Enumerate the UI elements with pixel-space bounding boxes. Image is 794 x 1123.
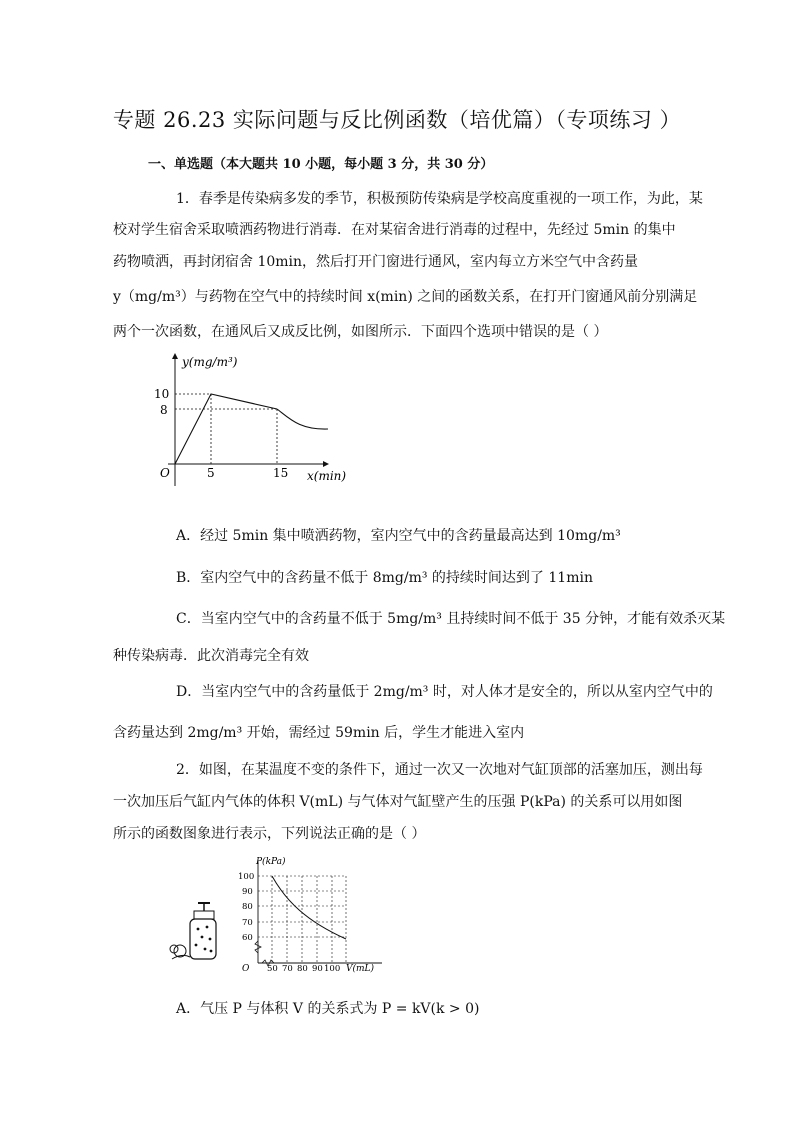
- q1-ytick-10: 10: [154, 387, 170, 401]
- q2-ytick-100: 100: [238, 872, 255, 882]
- q1-linear-segments: [175, 394, 277, 464]
- q1-x-label: x(min): [307, 469, 347, 483]
- q1-option-c-line-1: C．当室内空气中的含药量不低于 5mg/m³ 且持续时间不低于 35 分钟，才能有效杀灭某: [176, 611, 726, 627]
- q2-line-2: 一次加压后气缸内气体的体积 V(mL) 与气体对气缸壁产生的压强 P(kPa) 的关系可以用如图: [113, 794, 683, 810]
- q2-xtick-70: 70: [282, 964, 293, 974]
- q1-option-c-line-2: 种传染病毒．此次消毒完全有效: [113, 648, 309, 664]
- page-title: 专题 26.23 实际问题与反比例函数（培优篇）（专项练习 ）: [112, 108, 682, 132]
- q2-ytick-70: 70: [242, 918, 253, 928]
- q2-origin: O: [242, 964, 250, 974]
- q1-line-2: 校对学生宿舍采取喷洒药物进行消毒．在对某宿舍进行消毒的过程中，先经过 5min 的集中: [113, 222, 676, 238]
- q1-inverse-curve: [277, 409, 328, 429]
- cylinder-illustration: [170, 903, 216, 959]
- q1-option-a: A．经过 5min 集中喷洒药物，室内空气中的含药量最高达到 10mg/m³: [176, 528, 621, 544]
- q2-grid: [258, 876, 346, 963]
- q2-ytick-90: 90: [242, 887, 253, 897]
- q1-line-3: 药物喷洒，再封闭宿舍 10min，然后打开门窗进行通风，室内每立方米空气中含药量: [113, 254, 639, 270]
- q1-line-5: 两个一次函数，在通风后又成反比例，如图所示．下面四个选项中错误的是（ ）: [113, 324, 608, 340]
- section-heading: 一、单选题（本大题共 10 小题，每小题 3 分，共 30 分）: [148, 157, 494, 172]
- q1-origin: O: [160, 466, 170, 480]
- q1-option-d-line-1: D．当室内空气中的含药量低于 2mg/m³ 时，对人体才是安全的，所以从室内空气中的: [176, 684, 713, 700]
- q1-line-1: 1．春季是传染病多发的季节，积极预防传染病是学校高度重视的一项工作，为此，某: [176, 191, 703, 207]
- q2-inverse-curve: [272, 876, 346, 939]
- q2-ytick-80: 80: [242, 902, 253, 912]
- q1-xtick-15: 15: [273, 466, 289, 480]
- q1-line-4: y（mg/m³）与药物在空气中的持续时间 x(min) 之间的函数关系，在打开门窗通风前分别满足: [113, 289, 698, 305]
- q2-ytick-60: 60: [242, 933, 253, 943]
- q1-option-b: B．室内空气中的含药量不低于 8mg/m³ 的持续时间达到了 11min: [176, 570, 593, 586]
- q1-y-label: y(mg/m³): [182, 355, 238, 369]
- q2-line-3: 所示的函数图象进行表示，下列说法正确的是（ ）: [113, 826, 426, 842]
- q2-xtick-90: 90: [312, 964, 323, 974]
- q2-xtick-50: 50: [267, 964, 278, 974]
- q1-xtick-5: 5: [207, 466, 215, 480]
- q2-option-a: A．气压 P 与体积 V 的关系式为 P = kV(k > 0): [176, 1001, 480, 1017]
- q1-ytick-8: 8: [160, 403, 168, 417]
- q2-xtick-100: 100: [324, 964, 341, 974]
- q2-x-label: V(mL): [346, 964, 375, 974]
- q2-y-label: P(kPa): [256, 857, 286, 867]
- q1-option-d-line-2: 含药量达到 2mg/m³ 开始，需经过 59min 后，学生才能进入室内: [113, 725, 525, 741]
- q2-figure: [158, 853, 388, 978]
- q1-graph: [140, 346, 347, 492]
- q2-xtick-80: 80: [297, 964, 308, 974]
- q2-line-1: 2．如图，在某温度不变的条件下，通过一次又一次地对气缸顶部的活塞加压，测出每: [176, 762, 703, 778]
